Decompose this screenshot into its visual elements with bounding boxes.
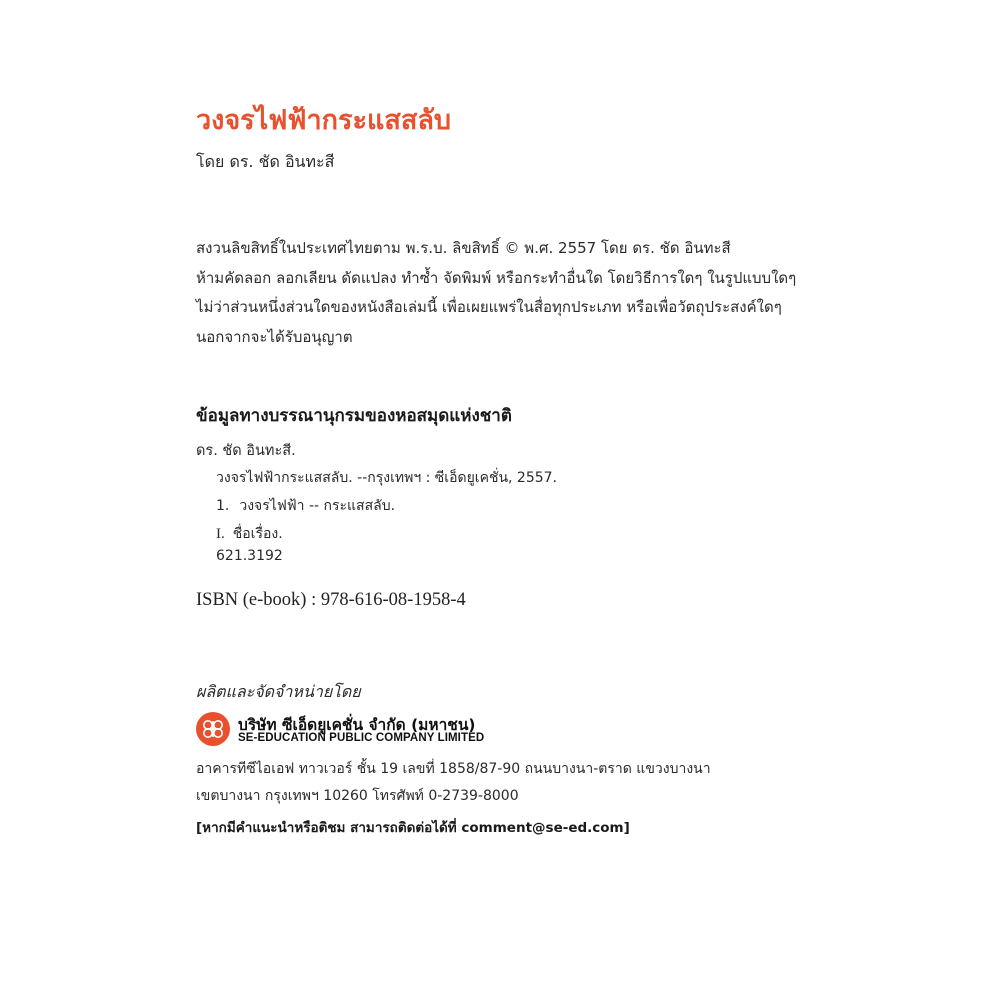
author-line: โดย ดร. ชัด อินทะสี [196,152,335,171]
cip-subject [216,495,395,517]
cip-title-line: วงจรไฟฟ้ากระแสสลับ. --กรุงเทพฯ : ซีเอ็ดยูเคชั่น, 2557. [216,470,557,486]
publisher-name-english: SE-EDUCATION PUBLIC COMPANY LIMITED [238,732,485,744]
address-line: เขตบางนา กรุงเทพฯ 10260 โทรศัพท์ 0-2739-8000 [196,788,519,804]
copyright-line: นอกจากจะได้รับอนุญาต [196,327,353,346]
copyright-line: สงวนลิขสิทธิ์ในประเทศไทยตาม พ.ร.บ. ลิขสิทธิ์ © พ.ศ. 2557 โดย ดร. ชัด อินทะสี [196,239,731,257]
se-ed-logo-icon [196,712,230,746]
book-title: วงจรไฟฟ้ากระแสสลับ [196,105,452,136]
cip-classification: 621.3192 [216,548,283,564]
cip-author: ดร. ชัด อินทะสี. [196,443,296,459]
cip-heading: ข้อมูลทางบรรณานุกรมของหอสมุดแห่งชาติ [196,406,512,426]
copyright-notice [196,234,796,352]
publisher-address [196,756,711,810]
isbn: ISBN (e-book) : 978-616-08-1958-4 [196,590,466,610]
cip-added-entry-text: ชื่อเรื่อง. [232,526,283,542]
cip-subject-number: 1. [216,498,230,514]
publisher-name-thai: บริษัท ซีเอ็ดยูเคชั่น จำกัด (มหาชน) [238,716,476,734]
cip-subject-text: วงจรไฟฟ้า -- กระแสสลับ. [239,498,396,514]
contact-info: [หากมีคำแนะนำหรือติชม สามารถติดต่อได้ที่ comment@se-ed.com] [196,820,630,836]
copyright-line: ไม่ว่าส่วนหนึ่งส่วนใดของหนังสือเล่มนี้ เพื่อเผยแพร่ในสื่อทุกประเภท หรือเพื่อวัตถุประสงค์ใดๆ [196,298,782,316]
cip-added-entry-number: I. [216,526,225,542]
publisher-label: ผลิตและจัดจำหน่ายโดย [196,682,361,701]
address-line: อาคารทีซีไอเอฟ ทาวเวอร์ ชั้น 19 เลขที่ 1858/87-90 ถนนบางนา-ตราด แขวงบางนา [196,761,711,777]
copyright-line: ห้ามคัดลอก ลอกเลียน ดัดแปลง ทำซ้ำ จัดพิมพ์ หรือกระทำอื่นใด โดยวิธีการใดๆ ในรูปแบบใดๆ [196,268,797,287]
cip-added-entry [216,523,283,545]
